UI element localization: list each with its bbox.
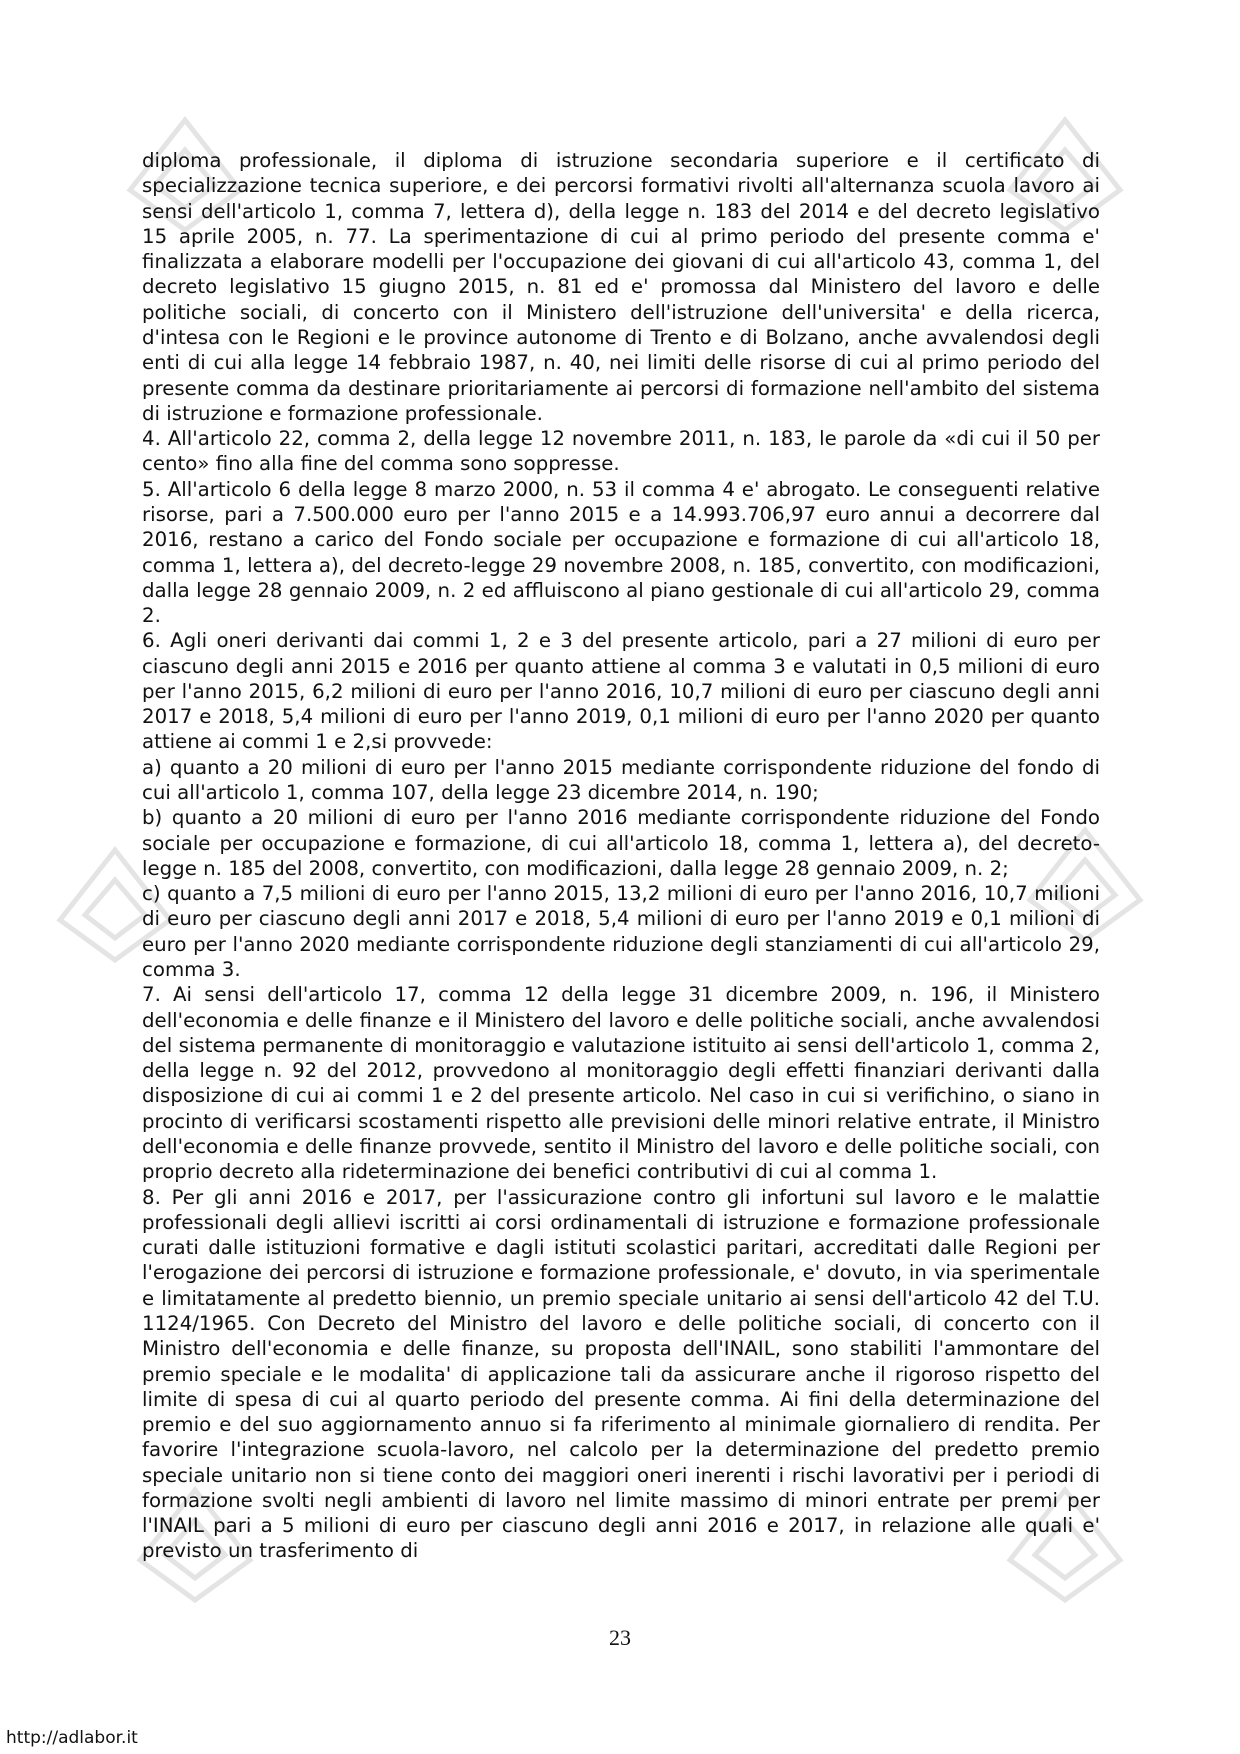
paragraph-comma-8: 8. Per gli anni 2016 e 2017, per l'assicurazione contro gli infortuni sul lavoro e le malattie professionali degli allievi iscritti ai corsi ordinamentali di istruzione e formazione professionale curati dalle istituzioni formative e dagli istituti scolastici paritari, accreditati dalle Regioni per l'erogazione dei percorsi di istruzione e formazione professionale, e' dovuto, in via sperimentale e limitatamente al predetto biennio, un premio speciale unitario ai sensi dell'articolo 42 del T.U. 1124/1965. Con Decreto del Ministro del lavoro e delle politiche sociali, di concerto con il Ministro dell'economia e delle finanze, su proposta dell'INAIL, sono stabiliti l'ammontare del premio speciale e le modalita' di applicazione tali da assicurare anche il rigoroso rispetto del limite di spesa di cui al quarto periodo del presente comma. Ai fini della determinazione del premio e del suo aggiornamento annuo si fa riferimento al minimale giornaliero di rendita. Per favorire l'integrazione scuola-lavoro, nel calcolo per la determinazione del predetto premio speciale unitario non si tiene conto dei maggiori oneri inerenti i rischi lavorativi per i periodi di formazione svolti negli ambienti di lavoro nel limite massimo di minori entrate per premi per l'INAIL pari a 5 milioni di euro per ciascuno degli anni 2016 e 2017, in relazione alle quali e' previsto un trasferimento di xyxy=(142,1185,1100,1563)
document-body xyxy=(142,148,1100,1564)
paragraph-comma-5: 5. All'articolo 6 della legge 8 marzo 2000, n. 53 il comma 4 e' abrogato. Le conseguenti relative risorse, pari a 7.500.000 euro per l'anno 2015 e a 14.993.706,97 euro annui a decorrere dal 2016, restano a carico del Fondo sociale per occupazione e formazione di cui all'articolo 18, comma 1, lettera a), del decreto-legge 29 novembre 2008, n. 185, convertito, con modificazioni, dalla legge 28 gennaio 2009, n. 2 ed affluiscono al piano gestionale di cui all'articolo 29, comma 2. xyxy=(142,477,1100,628)
paragraph-comma-4: 4. All'articolo 22, comma 2, della legge 12 novembre 2011, n. 183, le parole da «di cui il 50 per cento» fino alla fine del comma sono soppresse. xyxy=(142,427,1100,476)
paragraph-comma-6: 6. Agli oneri derivanti dai commi 1, 2 e 3 del presente articolo, pari a 27 milioni di euro per ciascuno degli anni 2015 e 2016 per quanto attiene al comma 3 e valutati in 0,5 milioni di euro per l'anno 2015, 6,2 milioni di euro per l'anno 2016, 10,7 milioni di euro per ciascuno degli anni 2017 e 2018, 5,4 milioni di euro per l'anno 2019, 0,1 milioni di euro per l'anno 2020 per quanto attiene ai commi 1 e 2,si provvede: xyxy=(142,629,1100,754)
paragraph-comma-7: 7. Ai sensi dell'articolo 17, comma 12 della legge 31 dicembre 2009, n. 196, il Ministero dell'economia e delle finanze e il Ministero del lavoro e delle politiche sociali, anche avvalendosi del sistema permanente di monitoraggio e valutazione istituito ai sensi dell'articolo 1, comma 2, della legge n. 92 del 2012, provvedono al monitoraggio degli effetti finanziari derivanti dalla disposizione di cui ai commi 1 e 2 del presente articolo. Nel caso in cui si verifichino, o siano in procinto di verificarsi scostamenti rispetto alle previsioni delle minori relative entrate, il Ministro dell'economia e delle finanze provvede, sentito il Ministro del lavoro e delle politiche sociali, con proprio decreto alla rideterminazione dei benefici contributivi di cui al comma 1. xyxy=(142,983,1100,1184)
footer-url[interactable]: http://adlabor.it xyxy=(6,1728,138,1748)
page-number: 23 xyxy=(609,1625,631,1650)
paragraph-comma-6-c: c) quanto a 7,5 milioni di euro per l'anno 2015, 13,2 milioni di euro per l'anno 2016, 10,7 milioni di euro per ciascuno degli anni 2017 e 2018, 5,4 milioni di euro per l'anno 2019 e 0,1 milioni di euro per l'anno 2020 mediante corrispondente riduzione degli stanziamenti di cui all'articolo 29, comma 3. xyxy=(142,882,1100,981)
paragraph-comma-6-a: a) quanto a 20 milioni di euro per l'anno 2015 mediante corrispondente riduzione del fondo di cui all'articolo 1, comma 107, della legge 23 dicembre 2014, n. 190; xyxy=(142,755,1100,805)
paragraph-comma-6-b: b) quanto a 20 milioni di euro per l'anno 2016 mediante corrispondente riduzione del Fondo sociale per occupazione e formazione, di cui all'articolo 18, comma 1, lettera a), del decreto-legge n. 185 del 2008, convertito, con modificazioni, dalla legge 28 gennaio 2009, n. 2; xyxy=(142,806,1100,880)
paragraph-continuation: diploma professionale, il diploma di istruzione secondaria superiore e il certificato di specializzazione tecnica superiore, e dei percorsi formativi rivolti all'alternanza scuola lavoro ai sensi dell'articolo 1, comma 7, lettera d), della legge n. 183 del 2014 e del decreto legislativo 15 aprile 2005, n. 77. La sperimentazione di cui al primo periodo del presente comma e' finalizzata a elaborare modelli per l'occupazione dei giovani di cui all'articolo 43, comma 1, del decreto legislativo 15 giugno 2015, n. 81 ed e' promossa dal Ministero del lavoro e delle politiche sociali, di concerto con il Ministero dell'istruzione dell'universita' e della ricerca, d'intesa con le Regioni e le province autonome di Trento e di Bolzano, anche avvalendosi degli enti di cui alla legge 14 febbraio 1987, n. 40, nei limiti delle risorse di cui al primo periodo del presente comma da destinare prioritariamente ai percorsi di formazione nell'ambito del sistema di istruzione e formazione professionale. xyxy=(142,149,1100,425)
